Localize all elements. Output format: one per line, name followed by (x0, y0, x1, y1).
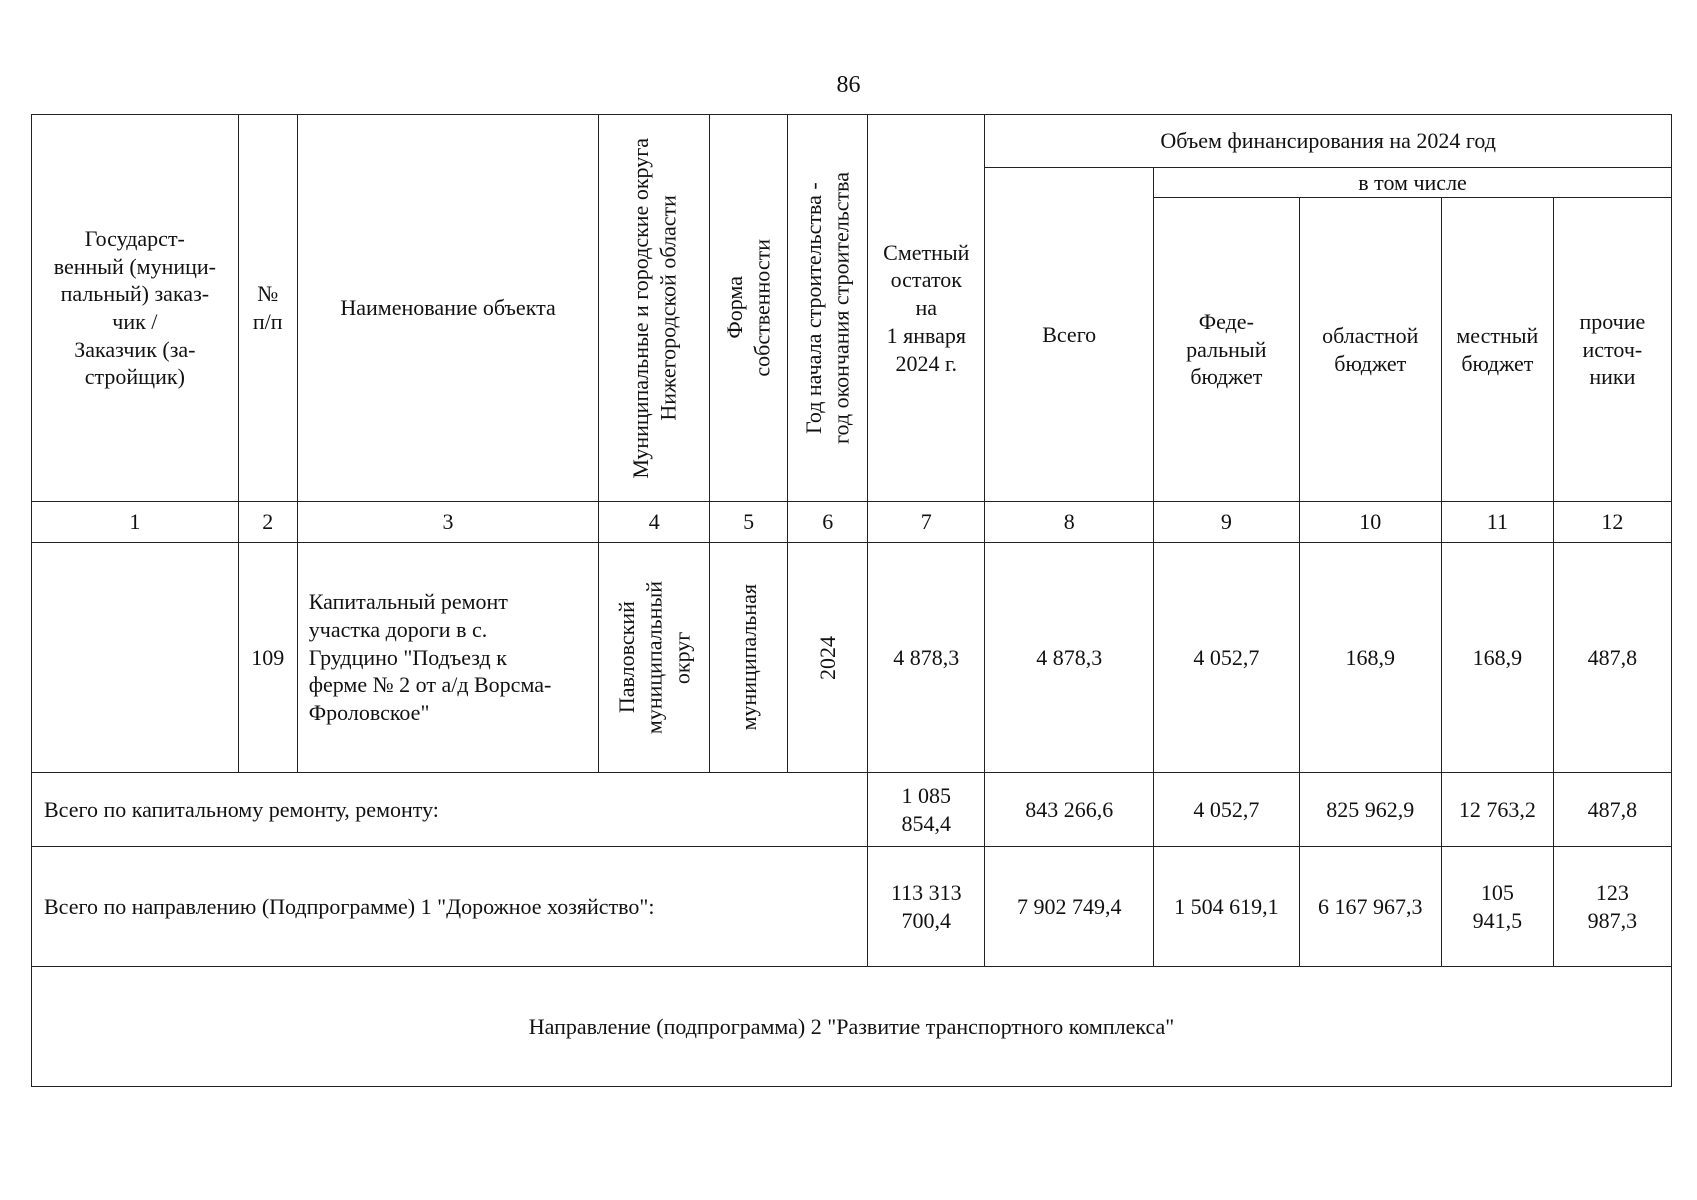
column-number: 6 (788, 502, 868, 543)
total-capital-repair-row (32, 773, 1672, 847)
header-municipality: Муниципальные и городские округа Нижегородской области (599, 115, 710, 502)
column-number: 8 (985, 502, 1154, 543)
header-object-name: Наименование объекта (297, 115, 599, 502)
column-number: 3 (297, 502, 599, 543)
column-numbers-row (32, 502, 1672, 543)
total-direction-total: 7 902 749,4 (985, 847, 1154, 967)
total-capital-repair-total: 843 266,6 (985, 773, 1154, 847)
header-funding-group: Объем финансирования на 2024 год (985, 115, 1672, 168)
row-number: 109 (238, 543, 297, 773)
total-capital-repair-estimate: 1 085 854,4 (868, 773, 985, 847)
header-other: прочие источ- ники (1553, 198, 1671, 502)
header-ownership: Форма собственности (710, 115, 788, 502)
page-number: 86 (836, 72, 861, 98)
row-total: 4 878,3 (985, 543, 1154, 773)
header-years: Год начала строительства - год окончания строительства (788, 115, 868, 502)
row-object-name: Капитальный ремонт участка дороги в с. Грудцино "Подъезд к ферме № 2 от а/д Ворсма- Фроловское" (297, 543, 599, 773)
column-number: 2 (238, 502, 297, 543)
header-estimate: Сметный остаток на 1 января 2024 г. (868, 115, 985, 502)
total-direction-local: 105 941,5 (1441, 847, 1553, 967)
header-customer: Государст- венный (муници- пальный) заказ- чик / Заказчик (за- стройщик) (32, 115, 239, 502)
total-direction-estimate: 113 313 700,4 (868, 847, 985, 967)
row-regional: 168,9 (1299, 543, 1441, 773)
row-municipality: Павловский муниципальный округ (599, 543, 710, 773)
row-local: 168,9 (1441, 543, 1553, 773)
row-ownership: муниципальная (710, 543, 788, 773)
total-capital-repair-local: 12 763,2 (1441, 773, 1553, 847)
total-capital-repair-other: 487,8 (1553, 773, 1671, 847)
total-direction-other: 123 987,3 (1553, 847, 1671, 967)
column-number: 9 (1154, 502, 1300, 543)
column-number: 10 (1299, 502, 1441, 543)
row-years: 2024 (788, 543, 868, 773)
column-number: 4 (599, 502, 710, 543)
total-direction-federal: 1 504 619,1 (1154, 847, 1300, 967)
financing-table (31, 114, 1672, 1087)
column-number: 7 (868, 502, 985, 543)
next-direction-row (32, 967, 1672, 1087)
column-number: 5 (710, 502, 788, 543)
column-number: 12 (1553, 502, 1671, 543)
total-direction-label: Всего по направлению (Подпрограмме) 1 "Дорожное хозяйство": (32, 847, 868, 967)
total-capital-repair-federal: 4 052,7 (1154, 773, 1300, 847)
row-federal: 4 052,7 (1154, 543, 1300, 773)
next-direction-heading: Направление (подпрограмма) 2 "Развитие транспортного комплекса" (32, 967, 1672, 1087)
row-estimate: 4 878,3 (868, 543, 985, 773)
total-direction-regional: 6 167 967,3 (1299, 847, 1441, 967)
header-including: в том числе (1154, 168, 1672, 198)
row-customer (32, 543, 239, 773)
row-other: 487,8 (1553, 543, 1671, 773)
header-federal: Феде- ральный бюджет (1154, 198, 1300, 502)
total-direction-row (32, 847, 1672, 967)
header-total: Всего (985, 168, 1154, 502)
header-number: № п/п (238, 115, 297, 502)
table-row (32, 543, 1672, 773)
column-number: 11 (1441, 502, 1553, 543)
total-capital-repair-regional: 825 962,9 (1299, 773, 1441, 847)
header-regional: областной бюджет (1299, 198, 1441, 502)
header-local: местный бюджет (1441, 198, 1553, 502)
column-number: 1 (32, 502, 239, 543)
total-capital-repair-label: Всего по капитальному ремонту, ремонту: (32, 773, 868, 847)
